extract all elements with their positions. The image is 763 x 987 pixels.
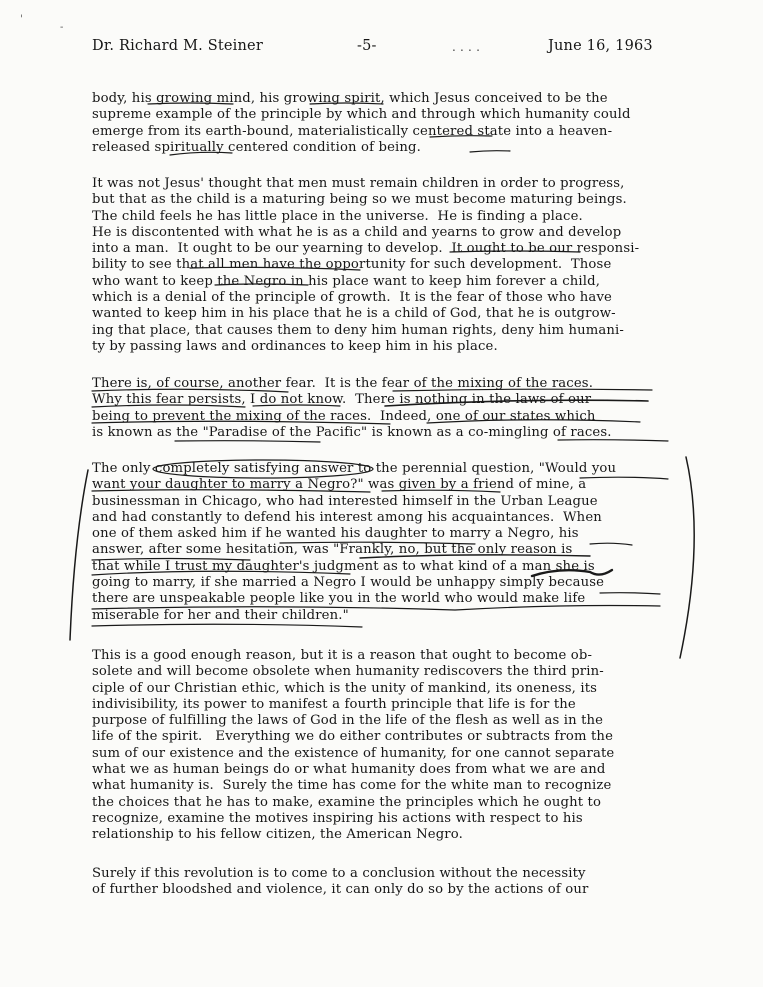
text-line: is known as the "Paradise of the Pacific" is known as a co-mingling of races. [92,424,612,440]
text-line: and had constantly to defend his interest among his acquaintances. When [92,509,602,525]
text-line: He is discontented with what he is as a child and yearns to grow and develop [92,224,622,240]
text-line: want your daughter to marry a Negro?" was given by a friend of mine, a [92,477,587,493]
text-line: Why this fear persists, I do not know. There is nothing in the laws of our [92,392,592,408]
text-line: life of the spirit. Everything we do either contributes or subtracts from the [92,729,614,745]
header-date: June 16, 1963 [548,38,653,54]
paragraph-6 [92,866,588,899]
corner-speck: ' [20,14,23,25]
text-line: into a man. It ought to be our yearning to develop. It ought to be our responsi- [92,241,640,257]
paragraph-2 [92,176,639,355]
text-line: recognize, examine the motives inspiring his actions with respect to his [92,810,583,826]
header-page-number: -5- [357,38,377,54]
text-line: businessman in Chicago, who had interested himself in the Urban League [92,493,598,509]
text-line: wanted to keep him in his place that he is a child of God, that he is outgrow- [92,306,616,322]
text-line: one of them asked him if he wanted his daughter to marry a Negro, his [92,526,579,542]
left-margin-bracket [70,470,88,640]
paragraph-4 [92,461,616,624]
text-line: ciple of our Christian ethic, which is the unity of mankind, its oneness, its [92,680,598,696]
text-line: but that as the child is a maturing being so we must become maturing beings. [92,192,627,208]
text-line: Surely if this revolution is to come to a conclusion without the necessity [92,866,586,881]
text-line: what humanity is. Surely the time has come for the white man to recognize [92,778,612,794]
text-line: being to prevent the mixing of the races. Indeed, one of our states which [92,408,596,424]
text-line: ty by passing laws and ordinances to keep him in his place. [92,338,498,354]
underline-miserable [92,624,362,627]
text-line: ing that place, that causes them to deny him human rights, deny him humani- [92,322,625,338]
text-line: solete and will become obsolete when humanity rediscovers the third prin- [92,664,604,680]
text-line: This is a good enough reason, but it is a reason that ought to become ob- [92,648,593,663]
paragraph-3 [92,376,612,441]
text-line: miserable for her and their children." [92,607,349,623]
text-line: purpose of fulfilling the laws of God in the life of the flesh as well as in the [92,713,604,729]
corner-speck: - [60,22,64,33]
text-line: bility to see that all men have the opportunity for such development. Those [92,257,612,273]
text-line: released spiritually centered condition of being. [92,139,421,155]
text-line: supreme example of the principle by which and through which humanity could [92,107,631,123]
text-line: body, his growing mind, his growing spirit, which Jesus conceived to be the [92,91,608,106]
paragraph-1 [92,91,631,156]
text-line: sum of our existence and the existence of humanity, for one cannot separate [92,745,615,761]
text-line: there are unspeakable people like you in the world who would make life [92,591,586,607]
header-dots: . . . . [452,40,481,54]
text-line: going to marry, if she married a Negro I would be unhappy simply because [92,575,605,591]
right-margin-bracket [680,457,694,658]
text-line: There is, of course, another fear. It is the fear of the mixing of the races. [92,376,594,391]
text-line: relationship to his fellow citizen, the American Negro. [92,827,463,843]
text-line: emerge from its earth-bound, materialistically centered state into a heaven- [92,123,613,139]
header-author: Dr. Richard M. Steiner [92,38,263,54]
text-line: The only completely satisfying answer to the perennial question, "Would you [92,461,617,476]
text-line: of further bloodshed and violence, it can only do so by the actions of our [92,882,589,898]
text-line: that while I trust my daughter's judgment as to what kind of a man she is [92,558,595,574]
text-line: the choices that he has to make, examine the principles which he ought to [92,794,602,810]
text-line: indivisibility, its power to manifest a fourth principle that life is for the [92,696,576,712]
text-line: The child feels he has little place in the universe. He is finding a place. [92,208,583,224]
text-line: who want to keep the Negro in his place want to keep him forever a child, [92,273,601,289]
text-line: answer, after some hesitation, was "Frankly, no, but the only reason is [92,542,573,558]
text-line: which is a denial of the principle of growth. It is the fear of those who have [92,290,612,306]
text-line: It was not Jesus' thought that men must remain children in order to progress, [92,176,625,191]
paragraph-5 [92,648,614,844]
text-line: what we as human beings do or what humanity does from what we are and [92,762,606,778]
